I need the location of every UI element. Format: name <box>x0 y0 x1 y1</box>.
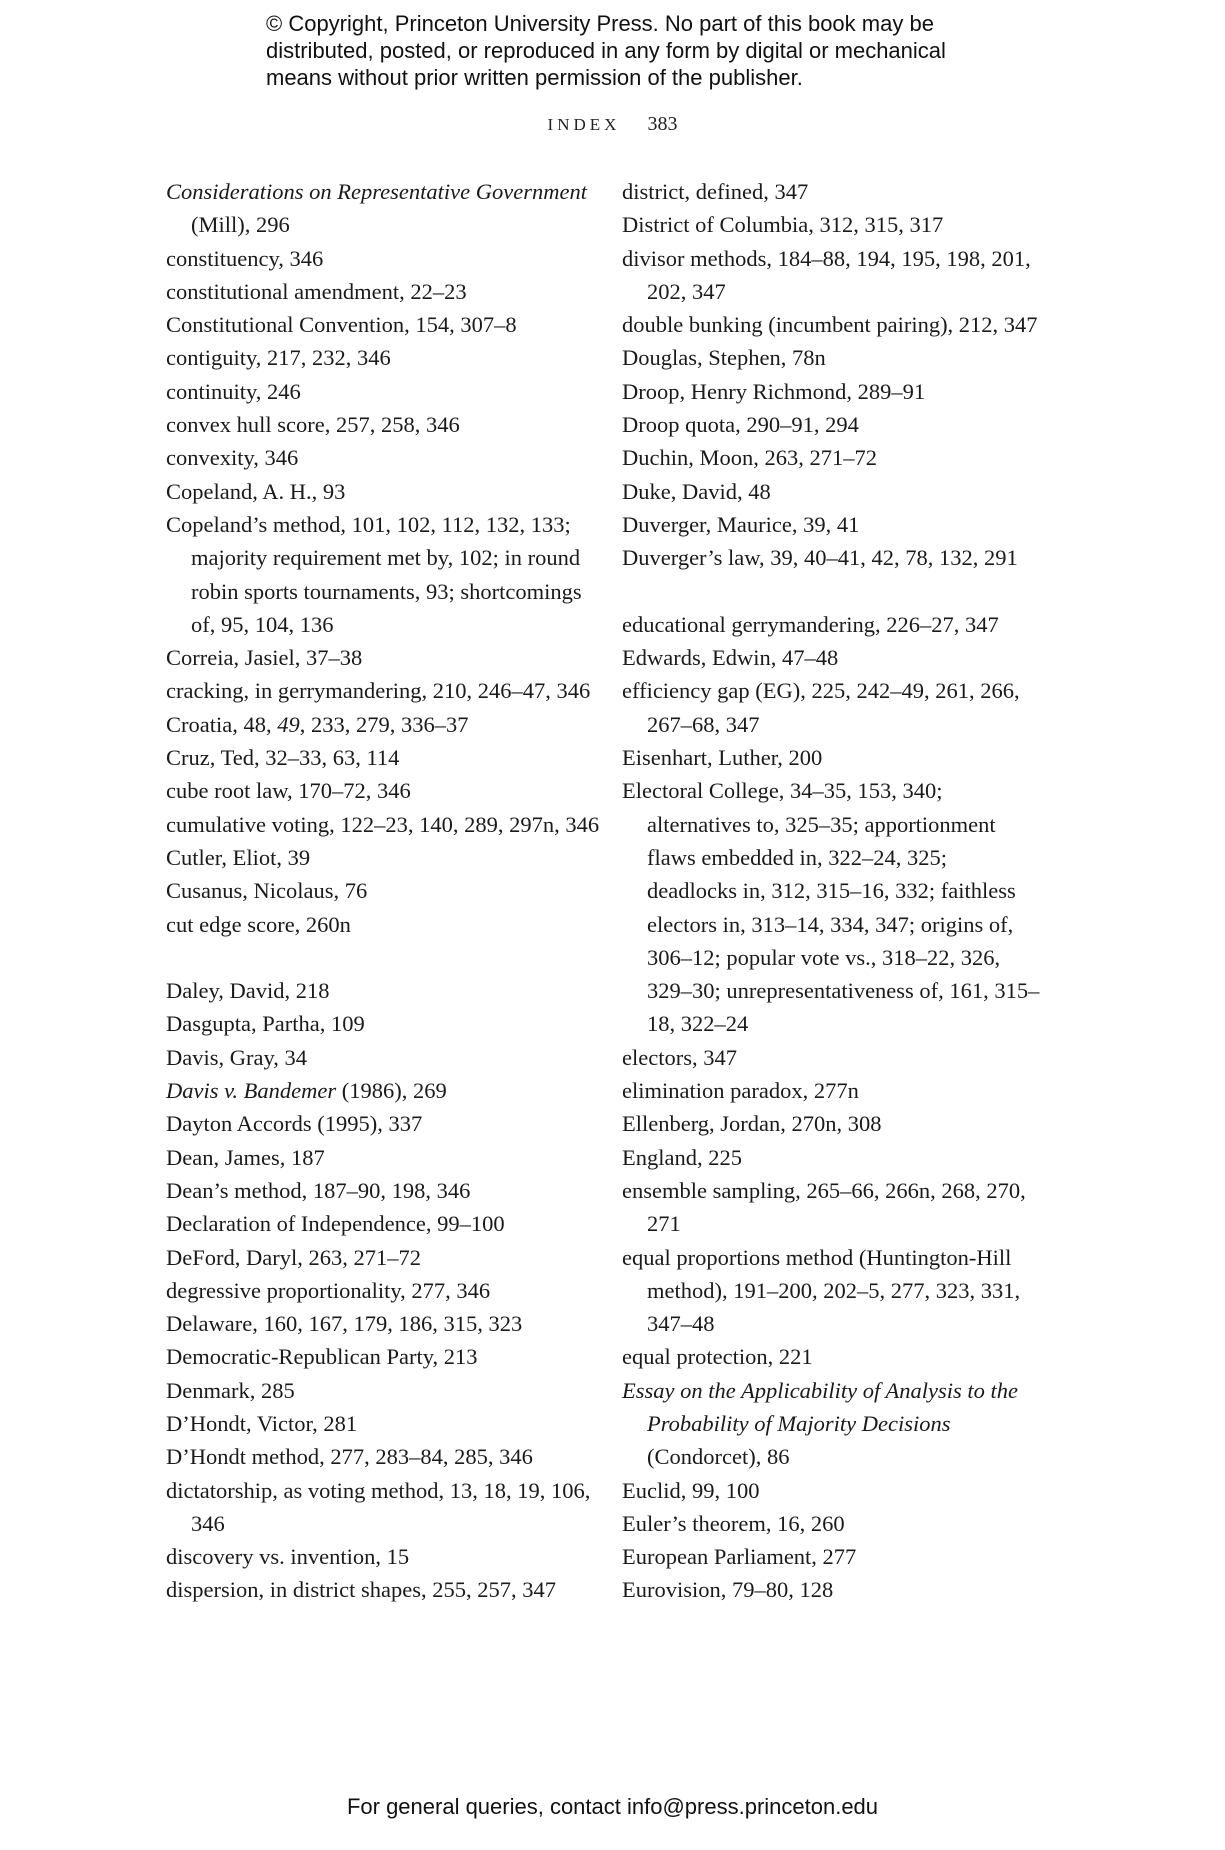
entry-text: Dean’s method, 187–90, 198, 346 <box>166 1177 471 1203</box>
index-entry <box>166 1573 606 1606</box>
entry-text: constituency, 346 <box>166 245 324 271</box>
index-entry <box>622 1374 1042 1474</box>
entry-text: Dayton Accords (1995), 337 <box>166 1111 423 1137</box>
entry-text: Electoral College, 34–35, 153, 340; alternatives to, 325–35; apportionment flaws embedded in, 322–24, 325; deadlocks in, 312, 315–16, 332; faithless electors in, 313–14, 334, 347; origins of, 306–12; popular vote vs., 318–22, 326, 329–30; unrepresentativeness of, 161, 315–18, 322–24 <box>622 778 1040 1037</box>
index-entry <box>166 308 606 341</box>
entry-text: continuity, 246 <box>166 378 301 404</box>
index-entry <box>622 1573 1042 1606</box>
entry-text: convex hull score, 257, 258, 346 <box>166 412 460 438</box>
entry-text: ensemble sampling, 265–66, 266n, 268, 270, 271 <box>622 1177 1026 1237</box>
index-entry <box>622 541 1042 574</box>
entry-text: educational gerrymandering, 226–27, 347 <box>622 611 999 637</box>
index-entry <box>622 1507 1042 1540</box>
entry-text: constitutional amendment, 22–23 <box>166 278 467 304</box>
index-entry <box>622 608 1042 641</box>
index-entry <box>622 441 1042 474</box>
index-entry <box>166 441 606 474</box>
copyright-line: © Copyright, Princeton University Press. No part of this book may be <box>266 11 934 36</box>
index-entry <box>622 1474 1042 1507</box>
entry-text: Copeland, A. H., 93 <box>166 478 346 504</box>
entry-text: Dasgupta, Partha, 109 <box>166 1011 365 1037</box>
index-entry <box>166 1207 606 1240</box>
entry-text: Dean, James, 187 <box>166 1144 325 1170</box>
index-entry <box>622 674 1042 741</box>
index-entry <box>166 1174 606 1207</box>
entry-text: Edwards, Edwin, 47–48 <box>622 645 839 671</box>
entry-text: double bunking (incumbent pairing), 212, 347 <box>622 312 1038 338</box>
entry-text: (1986), 269 <box>336 1078 447 1104</box>
entry-text: Droop quota, 290–91, 294 <box>622 412 859 438</box>
entry-text: discovery vs. invention, 15 <box>166 1544 410 1570</box>
entry-text: Constitutional Convention, 154, 307–8 <box>166 312 517 338</box>
entry-text: Droop, Henry Richmond, 289–91 <box>622 378 926 404</box>
index-entry <box>166 1074 606 1107</box>
entry-text: District of Columbia, 312, 315, 317 <box>622 212 944 238</box>
entry-text: Democratic-Republican Party, 213 <box>166 1344 478 1370</box>
index-column-left <box>166 175 606 1607</box>
entry-text: cumulative voting, 122–23, 140, 289, 297n, 346 <box>166 811 600 837</box>
entry-text: convexity, 346 <box>166 445 299 471</box>
copyright-notice <box>266 10 1026 91</box>
index-entry <box>166 1440 606 1473</box>
entry-italic-text: 49 <box>277 711 300 737</box>
entry-text: dispersion, in district shapes, 255, 257, 347 <box>166 1577 556 1603</box>
copyright-line: means without prior written permission of the publisher. <box>266 65 803 90</box>
entry-text: district, defined, 347 <box>622 179 809 204</box>
entry-text: cut edge score, 260n <box>166 911 351 937</box>
entry-text: Correia, Jasiel, 37–38 <box>166 645 363 671</box>
entry-text: Duke, David, 48 <box>622 478 771 504</box>
page-number: 383 <box>647 113 678 135</box>
index-entry <box>166 408 606 441</box>
index-entry <box>166 1241 606 1274</box>
entry-text: Cruz, Ted, 32–33, 63, 114 <box>166 745 400 771</box>
index-column-right <box>622 175 1042 1607</box>
entry-text: equal protection, 221 <box>622 1344 813 1370</box>
entry-text: contiguity, 217, 232, 346 <box>166 345 391 371</box>
index-entry <box>166 674 606 707</box>
entry-text: Euclid, 99, 100 <box>622 1477 760 1503</box>
letter-group-gap <box>166 941 606 974</box>
entry-text: DeFord, Daryl, 263, 271–72 <box>166 1244 421 1270</box>
entry-text: Daley, David, 218 <box>166 978 330 1004</box>
index-entry <box>166 974 606 1007</box>
index-entry <box>166 1407 606 1440</box>
entry-text: (Condorcet), 86 <box>647 1444 790 1470</box>
index-entry <box>622 408 1042 441</box>
entry-text: Douglas, Stephen, 78n <box>622 345 826 371</box>
entry-text: Eisenhart, Luther, 200 <box>622 745 823 771</box>
entry-text: D’Hondt method, 277, 283–84, 285, 346 <box>166 1444 533 1470</box>
entry-text: degressive proportionality, 277, 346 <box>166 1277 491 1303</box>
index-entry <box>166 1041 606 1074</box>
entry-text: Denmark, 285 <box>166 1377 295 1403</box>
entry-italic-text: Essay on the Applicability of Analysis to the Probability of Majority Decisions <box>622 1377 1019 1436</box>
index-entry <box>166 275 606 308</box>
entry-text: Duverger’s law, 39, 40–41, 42, 78, 132, 291 <box>622 545 1018 571</box>
index-entry <box>622 1141 1042 1174</box>
index-entry <box>166 1141 606 1174</box>
index-entry <box>166 1340 606 1373</box>
index-entry <box>622 208 1042 241</box>
index-entry <box>622 308 1042 341</box>
entry-text: Duchin, Moon, 263, 271–72 <box>622 445 877 471</box>
index-entry <box>166 341 606 374</box>
index-entry <box>166 508 606 641</box>
index-entry <box>166 375 606 408</box>
index-entry <box>622 741 1042 774</box>
entry-text: dictatorship, as voting method, 13, 18, 19, 106, 346 <box>166 1477 591 1536</box>
entry-italic-text: Davis v. Bandemer <box>166 1078 337 1104</box>
index-entry <box>622 774 1042 1040</box>
running-head-label: INDEX <box>547 115 621 134</box>
index-entry <box>622 1074 1042 1107</box>
copyright-line: distributed, posted, or reproduced in any form by digital or mechanical <box>266 38 946 63</box>
entry-text: efficiency gap (EG), 225, 242–49, 261, 266, 267–68, 347 <box>622 678 1020 737</box>
index-entry <box>166 741 606 774</box>
index-entry <box>166 1374 606 1407</box>
index-entry <box>622 375 1042 408</box>
index-entry <box>622 641 1042 674</box>
entry-italic-text: Considerations on Representative Government <box>166 179 587 204</box>
index-entry <box>622 1107 1042 1140</box>
letter-group-gap <box>622 575 1042 608</box>
entry-text: (Mill), 296 <box>191 212 290 238</box>
entry-text: cracking, in gerrymandering, 210, 246–47, 346 <box>166 678 591 704</box>
entry-text: Cutler, Eliot, 39 <box>166 844 311 870</box>
index-entry <box>166 708 606 741</box>
index-entry <box>166 841 606 874</box>
index-entry <box>622 175 1042 208</box>
entry-text: , 233, 279, 336–37 <box>299 711 469 737</box>
entry-text: European Parliament, 277 <box>622 1544 857 1570</box>
entry-text: Declaration of Independence, 99–100 <box>166 1211 505 1237</box>
index-entry <box>166 475 606 508</box>
index-entry <box>622 508 1042 541</box>
entry-text: electors, 347 <box>622 1044 737 1070</box>
entry-text: Davis, Gray, 34 <box>166 1044 308 1070</box>
entry-text: D’Hondt, Victor, 281 <box>166 1410 358 1436</box>
entry-text: Croatia, 48, <box>166 711 278 737</box>
index-entry <box>166 242 606 275</box>
index-entry <box>622 1540 1042 1573</box>
index-entry <box>166 874 606 907</box>
index-entry <box>622 1241 1042 1341</box>
entry-text: Delaware, 160, 167, 179, 186, 315, 323 <box>166 1311 523 1337</box>
index-entry <box>166 1107 606 1140</box>
entry-text: Eurovision, 79–80, 128 <box>622 1577 834 1603</box>
index-entry <box>622 1174 1042 1241</box>
entry-text: Ellenberg, Jordan, 270n, 308 <box>622 1111 882 1137</box>
index-entry <box>166 1307 606 1340</box>
entry-text: Copeland’s method, 101, 102, 112, 132, 133; majority requirement met by, 102; in round robin sports tournaments, 93; shortcomings of, 95, 104, 136 <box>166 511 582 637</box>
entry-text: elimination paradox, 277n <box>622 1078 859 1104</box>
entry-text: Duverger, Maurice, 39, 41 <box>622 511 860 537</box>
index-entry <box>166 641 606 674</box>
entry-text: divisor methods, 184–88, 194, 195, 198, 201, 202, 347 <box>622 245 1031 304</box>
index-entry <box>622 341 1042 374</box>
entry-text: cube root law, 170–72, 346 <box>166 778 411 804</box>
entry-text: Euler’s theorem, 16, 260 <box>622 1510 845 1536</box>
index-entry <box>166 1274 606 1307</box>
index-entry <box>622 1041 1042 1074</box>
index-entry <box>166 774 606 807</box>
index-entry <box>166 1474 606 1541</box>
footer-contact: For general queries, contact info@press.princeton.edu <box>346 1794 879 1819</box>
index-entry <box>166 1540 606 1573</box>
entry-text: England, 225 <box>622 1144 742 1170</box>
index-entry <box>622 475 1042 508</box>
index-entry <box>622 242 1042 309</box>
index-entry <box>166 175 606 242</box>
index-entry <box>622 1340 1042 1373</box>
running-head <box>0 113 1225 136</box>
entry-text: equal proportions method (Huntington-Hill method), 191–200, 202–5, 277, 323, 331, 347–48 <box>622 1244 1021 1337</box>
index-entry <box>166 808 606 841</box>
entry-text: Cusanus, Nicolaus, 76 <box>166 878 368 904</box>
index-entry <box>166 1007 606 1040</box>
index-entry <box>166 908 606 941</box>
